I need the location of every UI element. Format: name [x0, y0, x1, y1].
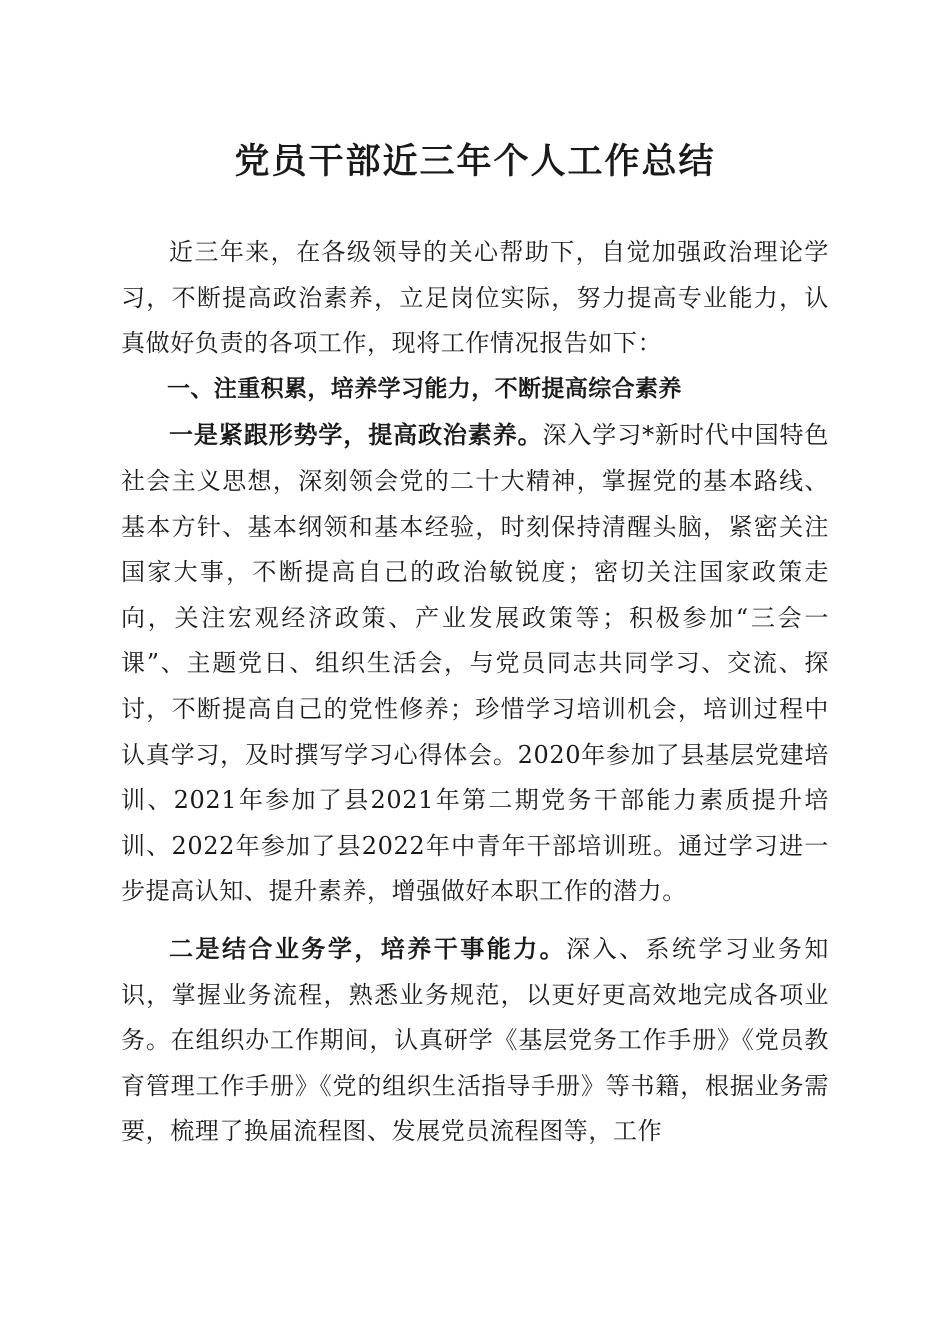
paragraph-1-lead: 一是紧跟形势学，提高政治素养。: [169, 420, 543, 450]
document-title: 党员干部近三年个人工作总结: [234, 141, 716, 182]
document-body: [121, 230, 829, 1155]
paragraph-2: [121, 926, 829, 1155]
paragraph-1-text: 深入学习*新时代中国特色社会主义思想，深刻领会党的二十大精神，掌握党的基本路线、基本方针、基本纲领和基本经验，时刻保持清醒头脑，紧密关注国家大事，不断提高自己的政治敏锐度；密切关注国家政策走向，关注宏观经济政策、产业发展政策等；积极参加“三会一课”、主题党日、组织生活会，与党员同志共同学习、交流、探讨，不断提高自己的党性修养；珍惜学习培训机会，培训过程中认真学习，及时撰写学习心得体会。2020年参加了县基层党建培训、2021年参加了县2021年第二期党务干部能力素质提升培训、2022年参加了县2022年中青年干部培训班。通过学习进一步提高认知、提升素养，增强做好本职工作的潜力。: [121, 421, 829, 906]
intro-paragraph: 近三年来，在各级领导的关心帮助下，自觉加强政治理论学习，不断提高政治素养，立足岗位实际，努力提高专业能力，认真做好负责的各项工作，现将工作情况报告如下：: [121, 238, 829, 358]
paragraph-2-lead: 二是结合业务学，培养干事能力。: [169, 933, 567, 963]
section-heading-1: 一、注重积累，培养学习能力，不断提高综合素养: [167, 375, 682, 402]
paragraph-2-text: 深入、系统学习业务知识，掌握业务流程，熟悉业务规范，以更好更高效地完成各项业务。在组织办工作期间，认真研学《基层党务工作手册》《党员教育管理工作手册》《党的组织生活指导手册》等书籍，根据业务需要，梳理了换届流程图、发展党员流程图等，工作: [121, 934, 829, 1146]
paragraph-1: [121, 412, 829, 915]
